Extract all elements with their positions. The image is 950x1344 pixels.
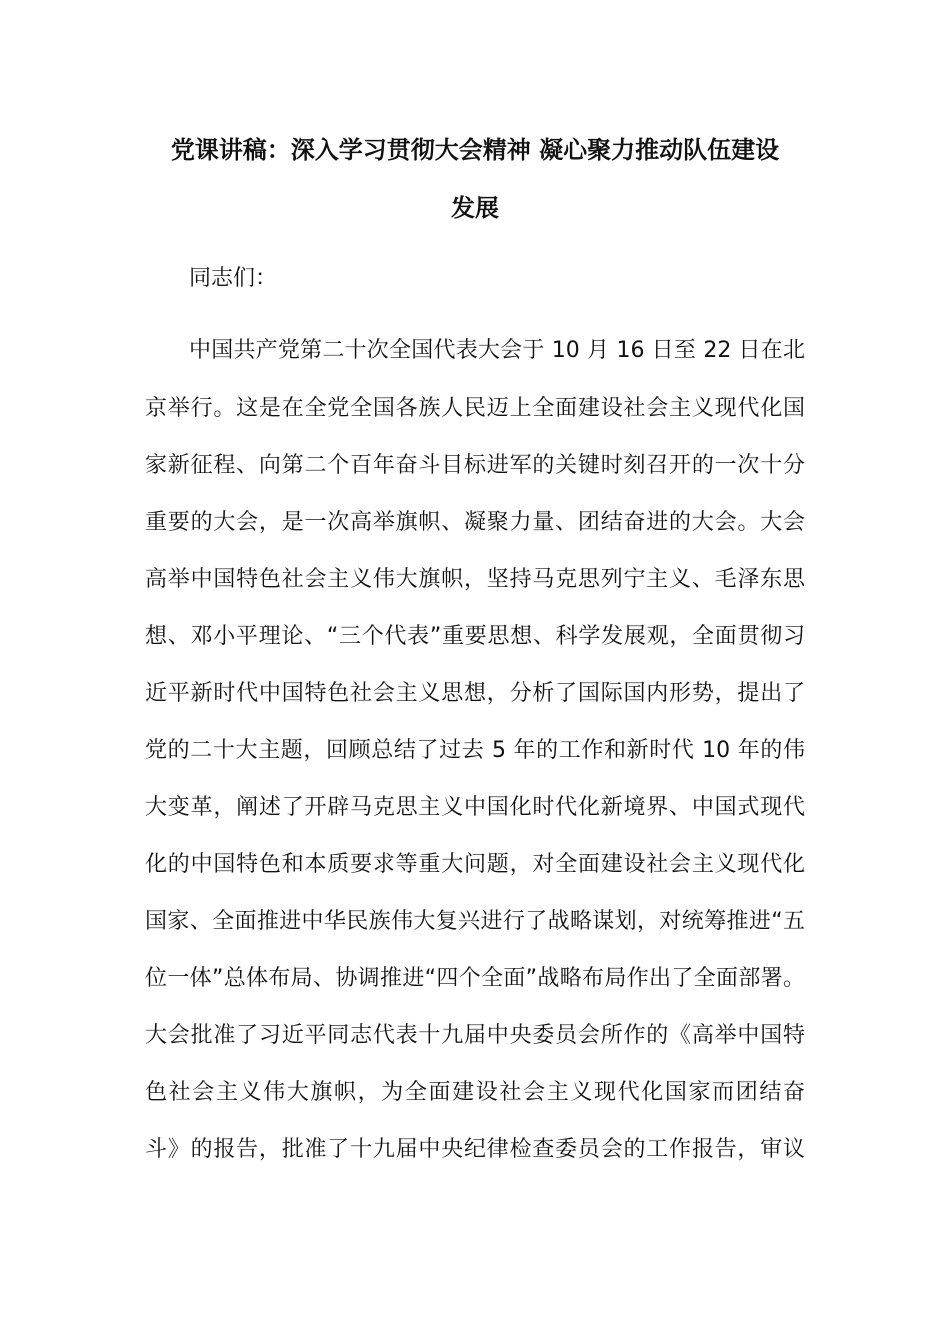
body-line: 重要的大会，是一次高举旗帜、凝聚力量、团结奋进的大会。大会	[145, 510, 805, 535]
document-title-line-1: 党课讲稿：深入学习贯彻大会精神 凝心聚力推动队伍建设	[170, 136, 780, 164]
body-line: 大变革，阐述了开辟马克思主义中国化时代化新境界、中国式现代	[145, 795, 805, 820]
body-line: 国家、全面推进中华民族伟大复兴进行了战略谋划，对统筹推进“五	[145, 909, 805, 934]
body-line: 化的中国特色和本质要求等重大问题，对全面建设社会主义现代化	[145, 852, 805, 877]
body-line: 党的二十大主题，回顾总结了过去 5 年的工作和新时代 10 年的伟	[145, 738, 805, 763]
salutation: 同志们：	[189, 266, 278, 291]
body-line: 京举行。这是在全党全国各族人民迈上全面建设社会主义现代化国	[145, 396, 805, 421]
body-line: 斗》的报告，批准了十九届中央纪律检查委员会的工作报告，审议	[145, 1137, 805, 1162]
body-line: 高举中国特色社会主义伟大旗帜，坚持马克思列宁主义、毛泽东思	[145, 567, 805, 592]
body-line: 家新征程、向第二个百年奋斗目标进军的关键时刻召开的一次十分	[145, 453, 805, 478]
body-line: 近平新时代中国特色社会主义思想，分析了国际国内形势，提出了	[145, 681, 805, 706]
body-line: 位一体”总体布局、协调推进“四个全面”战略布局作出了全面部署。	[145, 966, 805, 991]
document-title-line-2: 发展	[451, 194, 499, 222]
body-line: 中国共产党第二十次全国代表大会于 10 月 16 日至 22 日在北	[189, 338, 805, 363]
body-line: 想、邓小平理论、“三个代表”重要思想、科学发展观，全面贯彻习	[145, 624, 805, 649]
body-line: 色社会主义伟大旗帜，为全面建设社会主义现代化国家而团结奋	[145, 1080, 805, 1105]
body-line: 大会批准了习近平同志代表十九届中央委员会所作的《高举中国特	[145, 1023, 805, 1048]
